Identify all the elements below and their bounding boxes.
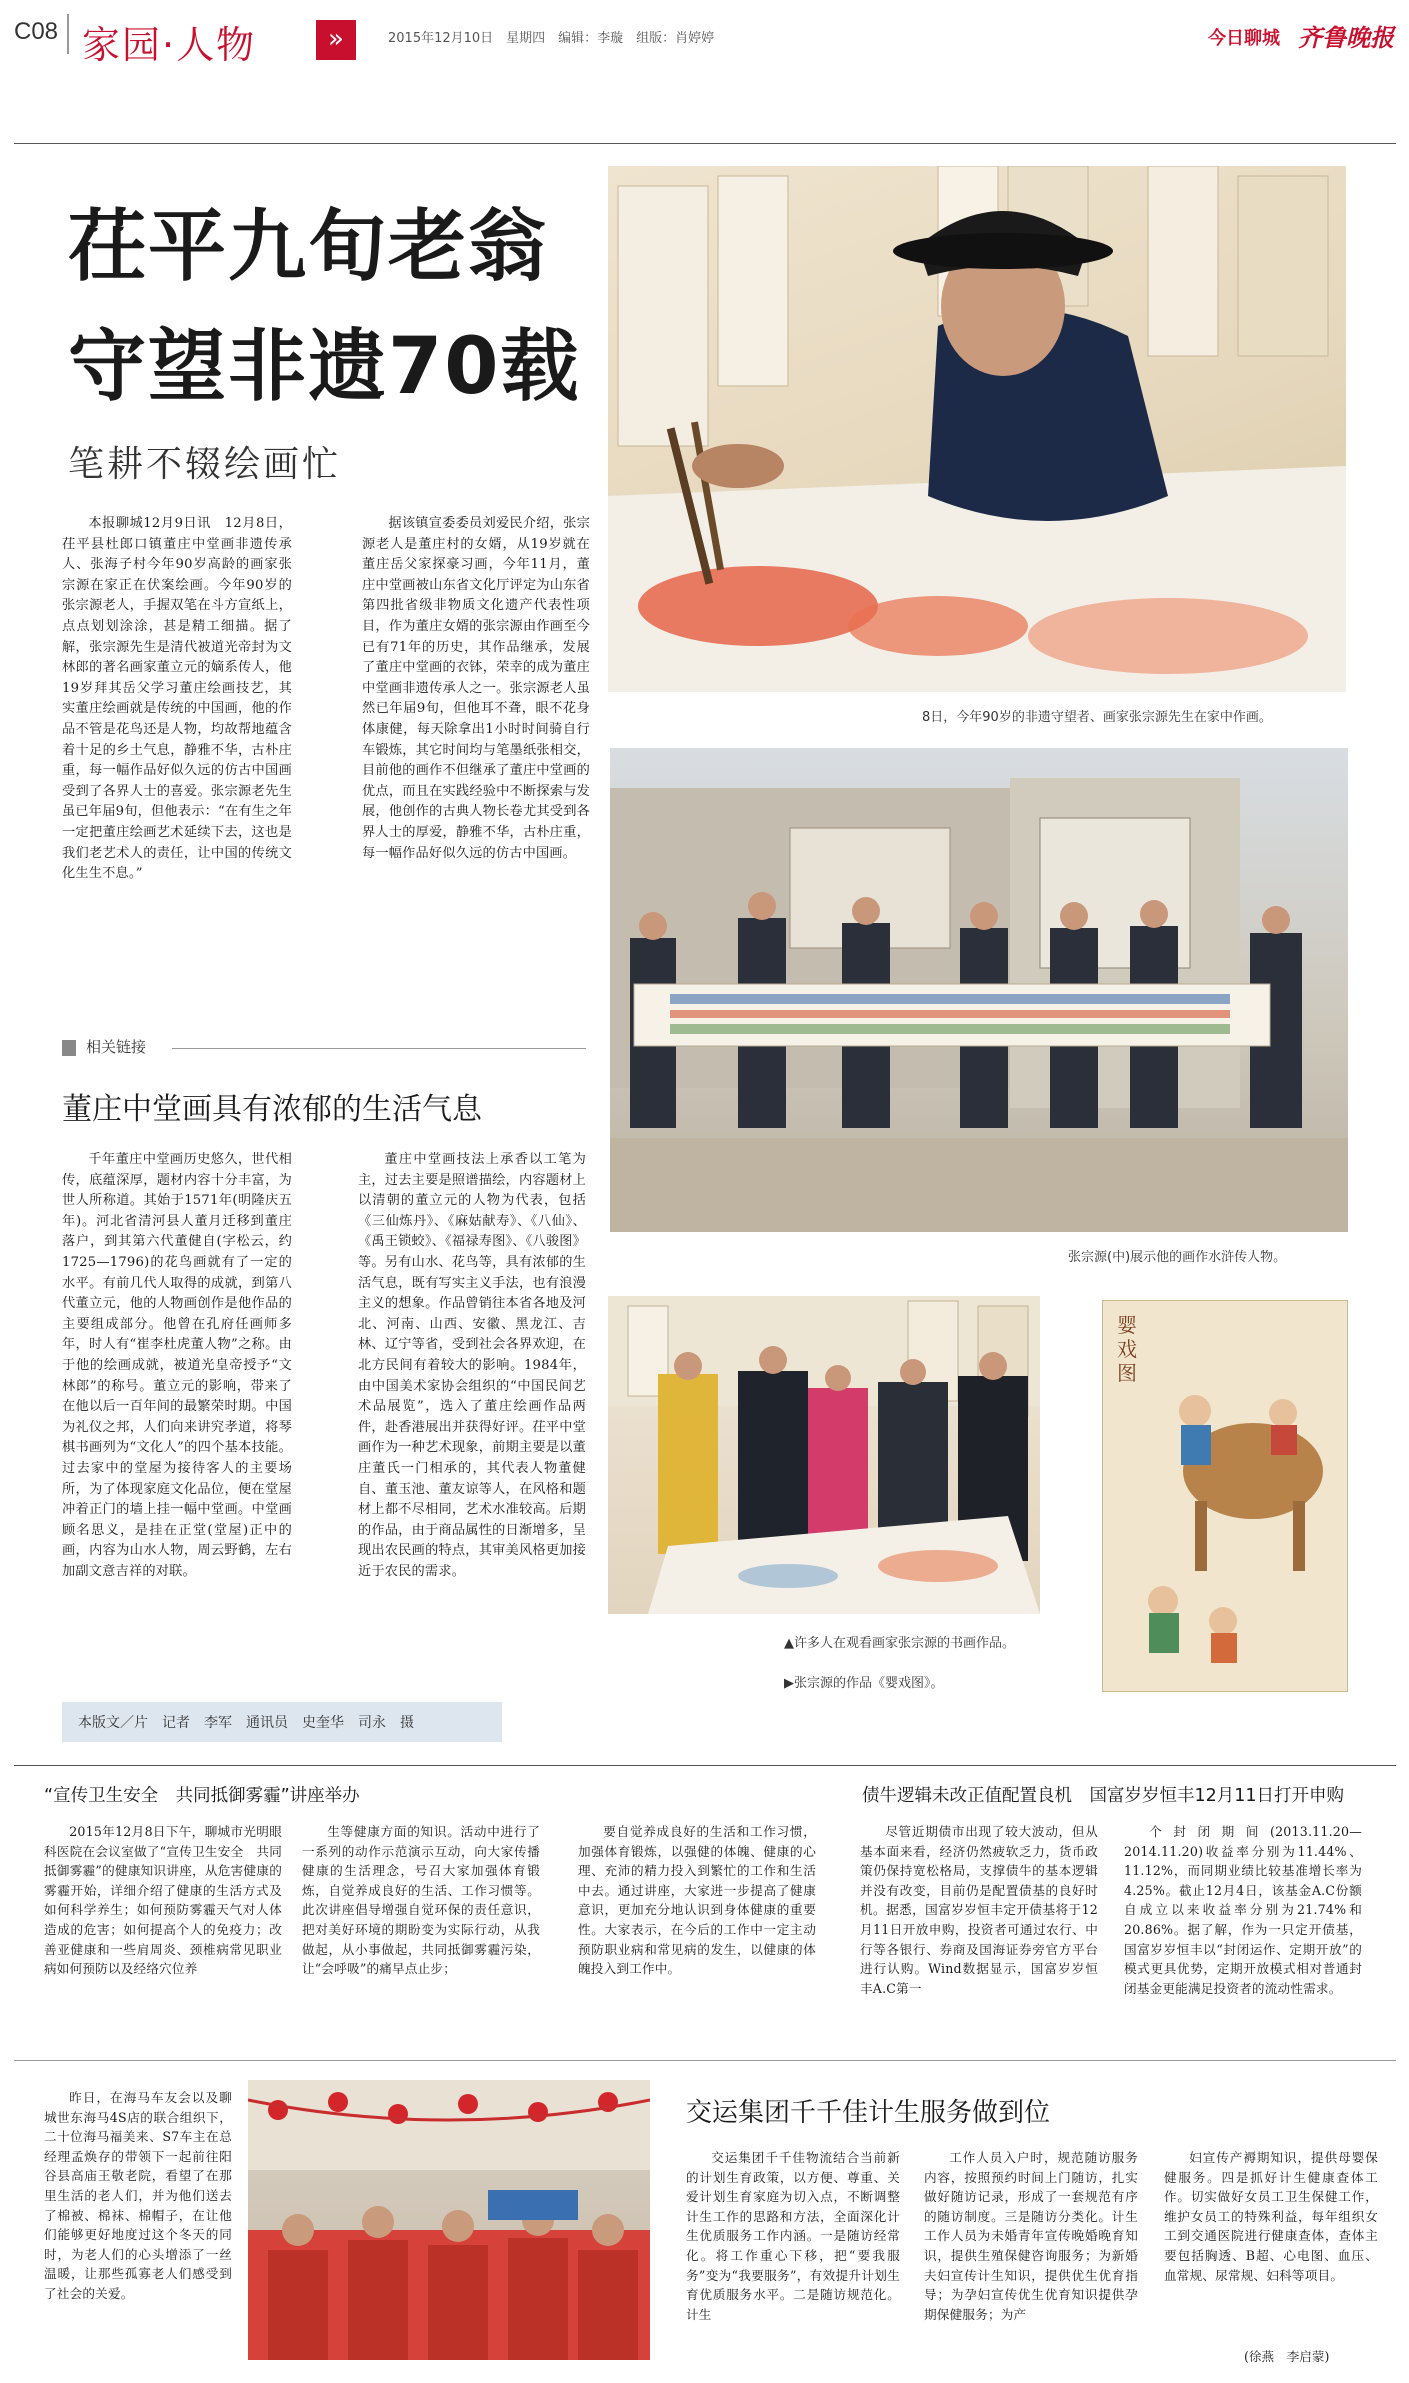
photo2-caption: 张宗源(中)展示他的画作水浒传人物。 (1068, 1250, 1287, 1265)
article-d-col2: 工作人员入户时，规范随访服务内容，按照预约时间上门随访，扎实做好随访记录，形成了一套规范有序的随访制度。三是随访分类化。计生工作人员为未婚青年宣传晚婚晚育知识，提供生殖保健咨询服务；为新婚夫妇宣传计生知识，提供优生优育指导；为孕妇宣传优生优育知识提供孕期保健服务；为产 (924, 2150, 1138, 2322)
photo-group-graphic (610, 748, 1348, 1232)
main-title-line-1: 茌平九旬老翁 (68, 202, 549, 292)
section-title: 家园·人物 (82, 23, 257, 67)
article-a-col2: 生等健康方面的知识。活动中进行了一系列的动作示范演示互动，向大家传播健康的生活理念，号召大家加强体育锻炼，自觉养成良好的生活、工作习惯等。此次讲座倡导增强自觉环保的责任意识，把对美好环境的期盼变为实际行动，从我做起，从小事做起，共同抵御雾霾污染，让“会呼吸”的痛早点止步； (302, 1824, 540, 1977)
article-a-title: “宣传卫生安全 共同抵御雾霾”讲座举办 (44, 1786, 360, 1806)
photo-painter-at-work (608, 166, 1346, 692)
article-d-title: 交运集团千千佳计生服务做到位 (686, 2098, 1051, 2128)
photo-nursing-home-visit (248, 2080, 650, 2360)
page-header (0, 0, 1409, 70)
photo1-caption: 8日，今年90岁的非遗守望者、画家张宗源先生在家中作画。 (922, 710, 1272, 725)
photo3-caption: ▲许多人在观看画家张宗源的书画作品。 (784, 1636, 1015, 1651)
main-article-col1: 本报聊城12月9日讯 12月8日，茌平县杜郎口镇董庄中堂画非遗传承人、张海子村今年90岁高龄的画家张宗源在家正在伏案绘画。今年90岁的张宗源老人，手握双笔在斗方宣纸上，点点划划涂涂，甚是精工细描。据了解，张宗源先生是清代被道光帝封为文林郎的著名画家董立元的嫡系传人，他19岁拜其岳父学习董庄绘画技艺，其实董庄绘画就是传统的中国画，他的作品不管是花鸟还是人物，均故帮地蕴含着十足的乡土气息，静雅不华，古朴庄重，每一幅作品好似久远的仿古中国画受到了各界人士的喜爱。张宗源老先生虽已年届9旬，但他表示：“在有生之年一定把董庄绘画艺术延续下去，这也是我们老艺术人的责任，让中国的传统文化生生不息。” (62, 516, 292, 882)
page-number: C08 (14, 18, 59, 45)
photo-visitors-viewing (608, 1296, 1040, 1614)
bottom-rule (14, 1765, 1396, 1766)
article-d-author: (徐燕 李启蒙) (1244, 2349, 1330, 2364)
related-label: 相关链接 (86, 1038, 147, 1056)
article-c-text: 昨日，在海马车友会以及聊城世东海马4S店的联合组织下，二十位海马福美来、S7车主在总经理孟焕存的带领下一起前往阳谷县高庙王敬老院，看望了在那里生活的老人们，并为他们送去了棉被、棉袜、棉帽子，在让他们能够更好地度过这个冬天的同时，为老人们的心头增添了一丝温暖，让那些孤寡老人们感受到了社会的关爱。 (44, 2090, 232, 2301)
main-article-col2: 据该镇宣委委员刘爱民介绍，张宗源老人是董庄村的女婿，从19岁就在董庄岳父家探豪习画，今年11月，董庄中堂画被山东省文化厅评定为山东省第四批省级非物质文化遗产代表性项目，作为董庄女婿的张宗源由作画至今已有71年的历史，其作品继承，发展了董庄中堂画的衣钵，荣幸的成为董庄中堂画非遗传承人之一。张宗源老人虽然已年届9旬，但他耳不聋，眼不花身体康健，每天除拿出1小时时间骑自行车锻炼，其它时间均与笔墨纸张相交，目前他的画作不但继承了董庄中堂画的优点，而且在实践经验中不断探索与发展，他创作的古典人物长卷尤其受到各界人士的厚爱，静雅不华，古朴庄重，每一幅作品好似久远的仿古中国画。 (362, 516, 590, 861)
brand-logo: 齐鲁晚报 (1298, 23, 1394, 52)
credit-bar (62, 1702, 502, 1742)
photo-visit-graphic (248, 2080, 650, 2360)
painting-inscription: 婴戏图 (1117, 1313, 1137, 1385)
related-rule (172, 1048, 586, 1049)
related-col1: 千年董庄中堂画历史悠久，世代相传，底蕴深厚，题材内容十分丰富，为世人所称道。其始于1571年(明隆庆五年)。河北省清河县人董月迁移到董庄落户，到其第六代董健自(字松云，约1725—1796)的花鸟画就有了一定的水平。有前几代人取得的成就，到第八代董立元，他的人物画创作是他作品的主要组成部分。他曾在孔府任画师多年，时人有“崔李杜虎董人物”之称。由于他的绘画成就，被道光皇帝授予“文林郎”的称号。董立元的影响，带来了在他以后一百年间的最繁荣时期。中国为礼仪之邦，人们向来讲究孝道，将琴棋书画列为“文化人”的四个基本技能。过去家中的堂屋为接待客人的主要场所，为了体现家庭文化品位，便在堂屋冲着正门的墙上挂一幅中堂画。中堂画顾名思义，是挂在正堂(堂屋)正中的画，内容为山水人物，周云野鹤，左右加副文意吉祥的对联。 (62, 1152, 292, 1579)
article-b-col1: 尽管近期债市出现了较大波动，但从基本面来看，经济仍然疲软乏力，货币政策仍保持宽松格局，支撑债牛的基本逻辑并没有改变，目前仍是配置债基的良好时机。据悉，国富岁岁恒丰定开债基将于12月11日开放申购，投资者可通过农行、中行等各银行、券商及国海证券旁官方平台进行认购。Wind数据显示，国富岁岁恒丰A.C第一 (860, 1824, 1098, 1996)
article-b-col2: 个封闭期间(2013.11.20—2014.11.20)收益率分别为11.44%、11.12%，而同期业绩比较基准增长率为4.25%。截止12月4日，该基金A.C份额自成立以来收益率分别为21.74%和20.86%。据了解，作为一只定开债基，国富岁岁恒丰以“封闭运作、定期开放”的模式更具优势，定期开放模式相对普通封闭基金更能满足投资者的流动性需求。 (1124, 1824, 1362, 1996)
related-col2: 董庄中堂画技法上承香以工笔为主，过去主要是照谱描绘，内容题材上以清朝的董立元的人物为代表，包括《三仙炼丹》、《麻姑献寿》、《八仙》、《禹王锁蛟》、《福禄寿图》、《八骏图》等。另有山水、花鸟等，具有浓郁的生活气息，既有写实主义手法，也有浪漫主义的想象。作品曾销往本省各地及河北、河南、山西、安徽、黑龙江、吉林、辽宁等省，受到社会各界欢迎，在北方民间有着较大的影响。1984年，由中国美术家协会组织的“中国民间艺术品展览”，选入了董庄绘画作品两件，赴香港展出并获得好评。茌平中堂画作为一种艺术现象，前期主要是以董庄董氏一门相承的，其代表人物董健自、董玉池、董友谅等人，在风格和题材上都不尽相同，艺术水准较高。后期的作品，由于商品属性的日渐增多，呈现出农民画的特点，其审美风格更加接近于农民的需求。 (358, 1152, 586, 1579)
article-d-col3: 妇宣传产褥期知识，提供母婴保健服务。四是抓好计生健康查体工作。切实做好女员工卫生保健工作，维护女员工的特殊利益，每年组织女工到交通医院进行健康查体，查体主要包括胸透、B超、心电图、血压、血常规、尿常规、妇科等项目。 (1164, 2150, 1378, 2283)
section-arrow-icon: » (316, 20, 356, 60)
article-d-col1: 交运集团千千佳物流结合当前新的计划生育政策，以方便、尊重、关爱计划生育家庭为切入点，不断调整计生工作的思路和方法，全面深化计生优质服务工作内涵。一是随访经常化。将工作重心下移，把“要我服务”变为“我要服务”，有效提升计划生育优质服务水平。二是随访规范化。计生 (686, 2150, 900, 2322)
header-rule (14, 143, 1396, 144)
date-line: 2015年12月10日 星期四 编辑：李璇 组版：肖婷婷 (388, 31, 715, 46)
photo-painter-graphic (608, 166, 1346, 692)
main-title-line-2: 守望非遗70载 (68, 322, 581, 412)
article-a-col3: 要自觉养成良好的生活和工作习惯，加强体育锻炼，以强健的体魄、健康的心理、充沛的精力投入到繁忙的工作和生活中去。通过讲座，大家进一步提高了健康意识，更加充分地认识到身体健康的重要性。大家表示，在今后的工作中一定主动预防职业病和常见病的发生，以健康的体魄投入到工作中。 (578, 1824, 816, 1977)
painting-children-at-play (1102, 1300, 1348, 1692)
main-subtitle: 笔耕不辍绘画忙 (68, 444, 342, 485)
article-b-title: 债牛逻辑未改正值配置良机 国富岁岁恒丰12月11日打开申购 (862, 1786, 1345, 1806)
credit-text: 本版文／片 记者 李军 通讯员 史奎华 司永 摄 (78, 1715, 414, 1731)
related-label-bar (62, 1040, 76, 1056)
photo-visitors-graphic (608, 1296, 1040, 1614)
photo4-caption: ▶张宗源的作品《婴戏图》。 (784, 1676, 944, 1691)
photo-group-showing-scroll (610, 748, 1348, 1232)
header-divider (67, 14, 69, 54)
bottom-rule-2 (14, 2060, 1396, 2061)
related-title: 董庄中堂画具有浓郁的生活气息 (62, 1092, 482, 1127)
article-a-col1: 2015年12月8日下午，聊城市光明眼科医院在会议室做了“宣传卫生安全 共同抵御雾霾”的健康知识讲座，从危害健康的雾霾开始，详细介绍了健康的生活方式及如何科学养生；如何预防雾霾天气对人体造成的危害；如何提高个人的免疫力；改善亚健康和一些肩周炎、颈椎病常见职业病如何预防以及经络穴位养 (44, 1824, 282, 1977)
brand-name: 今日聊城 (1208, 28, 1280, 49)
